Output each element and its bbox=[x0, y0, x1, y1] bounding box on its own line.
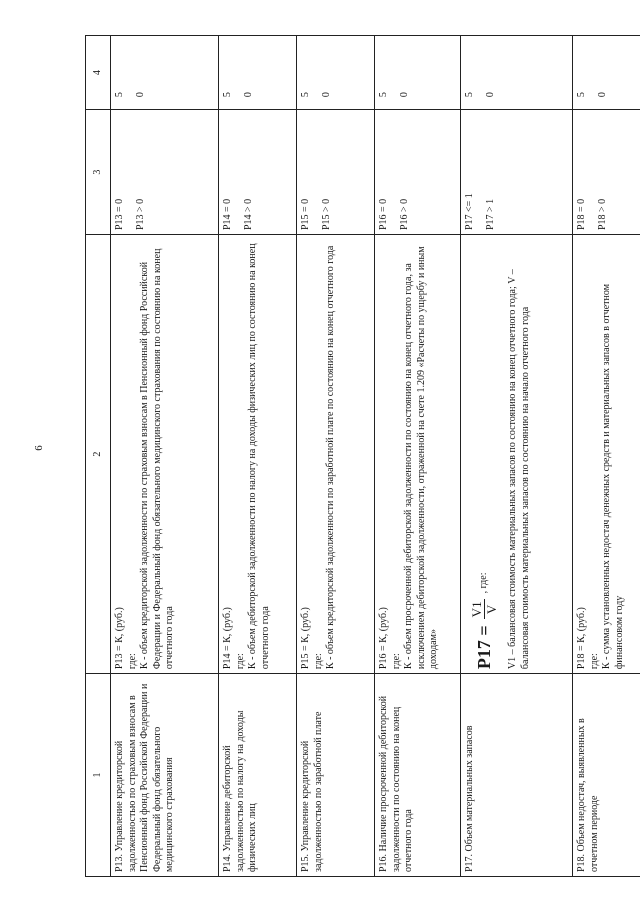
condition-value: Р18 > 0 bbox=[596, 198, 608, 231]
score-cell bbox=[461, 36, 573, 110]
table-row bbox=[111, 36, 219, 877]
score-cell bbox=[573, 36, 640, 110]
header-row bbox=[86, 36, 111, 877]
score-value: 5 bbox=[576, 92, 587, 98]
where-text: где: bbox=[234, 653, 246, 670]
score-cell bbox=[111, 36, 219, 110]
explanation-text: К - сумма установленных недостач денежных средств и материальных запасов в отчетном финансовом году bbox=[601, 283, 625, 670]
table-row bbox=[573, 36, 640, 877]
condition-value: Р18 = 0 bbox=[576, 198, 587, 231]
condition-cell bbox=[573, 110, 640, 235]
score-cell bbox=[219, 36, 297, 110]
indicator-cell: Р14. Управление дебиторской задолженностью по налогу на доходы физических лиц bbox=[219, 674, 297, 877]
score-value: 0 bbox=[596, 92, 608, 98]
explanation-text: К - объем дебиторской задолженности по налогу на доходы физических лиц по состоянию на конец отчетного года bbox=[247, 243, 271, 670]
fraction-numerator: V1 bbox=[469, 601, 484, 618]
indicator-cell: Р18. Объем недостач, выявленных в отчетном периоде bbox=[573, 674, 640, 877]
score-value: 0 bbox=[242, 92, 254, 98]
column-header-4: 4 bbox=[86, 36, 111, 110]
condition-value: Р15 = 0 bbox=[300, 198, 311, 231]
condition-value: Р17 <= 1 bbox=[464, 193, 475, 231]
condition-value: Р17 > 1 bbox=[484, 198, 496, 231]
formula-cell bbox=[111, 235, 219, 674]
fraction-formula bbox=[470, 239, 499, 669]
table-row bbox=[461, 36, 573, 877]
score-value: 5 bbox=[222, 92, 233, 98]
formula-cell bbox=[219, 235, 297, 674]
indicator-cell: Р17. Объем материальных запасов bbox=[461, 674, 573, 877]
explanation-text: V1 – балансовая стоимость материальных запасов по состоянию на конец отчетного года; V – балансовая стоимость материальных запасов по состоянию на начало отчетного года bbox=[507, 269, 531, 670]
score-value: 0 bbox=[134, 92, 146, 98]
condition-value: Р14 = 0 bbox=[222, 198, 233, 231]
formula-text: Р13 = К, (руб.) bbox=[114, 607, 125, 670]
formula-cell bbox=[461, 235, 573, 674]
formula-left: Р17 = bbox=[474, 625, 495, 670]
column-header-1: 1 bbox=[86, 674, 111, 877]
table-row bbox=[297, 36, 375, 877]
condition-value: Р15 > 0 bbox=[320, 198, 332, 231]
score-cell bbox=[297, 36, 375, 110]
formula-cell bbox=[375, 235, 461, 674]
score-value: 5 bbox=[378, 92, 389, 98]
rotated-table-container bbox=[85, 35, 640, 877]
explanation-text: К - объем кредиторской задолженности по страховым взносам в Пенсионный фонд Российской Федерации и Федеральный фонд обязательного медицинского страхования по состоянию на конец отчетного года bbox=[139, 248, 175, 670]
condition-value: Р13 > 0 bbox=[134, 198, 146, 231]
page-number: 6 bbox=[32, 445, 45, 451]
indicators-table bbox=[85, 35, 640, 877]
where-text: где: bbox=[588, 653, 600, 670]
score-value: 0 bbox=[320, 92, 332, 98]
condition-cell bbox=[297, 110, 375, 235]
fraction bbox=[470, 599, 499, 619]
formula-text: Р16 = К, (руб.) bbox=[378, 607, 389, 670]
formula-text: Р14 = К, (руб.) bbox=[222, 607, 233, 670]
score-value: 0 bbox=[398, 92, 410, 98]
score-value: 0 bbox=[484, 92, 496, 98]
indicator-cell: Р16. Наличие просроченной дебиторской задолженности по состоянию на конец отчетного года bbox=[375, 674, 461, 877]
condition-value: Р16 > 0 bbox=[398, 198, 410, 231]
score-value: 5 bbox=[464, 92, 475, 98]
table-row bbox=[375, 36, 461, 877]
table-row bbox=[219, 36, 297, 877]
formula-cell bbox=[573, 235, 640, 674]
explanation-text: К - объем кредиторской задолженности по заработной плате по состоянию на конец отчетного года bbox=[325, 245, 336, 670]
formula-text: Р15 = К, (руб.) bbox=[300, 607, 311, 670]
formula-cell bbox=[297, 235, 375, 674]
where-text: где: bbox=[126, 653, 138, 670]
condition-value: Р16 = 0 bbox=[378, 198, 389, 231]
formula-text: Р18 = К, (руб.) bbox=[576, 607, 587, 670]
condition-cell bbox=[461, 110, 573, 235]
condition-value: Р13 = 0 bbox=[114, 198, 125, 231]
indicator-cell: Р13. Управление кредиторской задолженностью по страховым взносам в Пенсионный фонд Российской Федерации и Федеральный фонд обязательного медицинского страхования bbox=[111, 674, 219, 877]
column-header-3: 3 bbox=[86, 110, 111, 235]
condition-cell bbox=[219, 110, 297, 235]
score-cell bbox=[375, 36, 461, 110]
indicator-cell: Р15. Управление кредиторской задолженностью по заработной плате bbox=[297, 674, 375, 877]
score-value: 5 bbox=[300, 92, 311, 98]
condition-cell bbox=[111, 110, 219, 235]
explanation-text: К - объем просроченной дебиторской задолженности по состоянию на конец отчетного года, за исключением дебиторской задолженности, отраженной на счете 1.209 «Расчеты по ущербу и иным доходам» bbox=[403, 246, 439, 670]
where-text: , где: bbox=[478, 572, 490, 594]
column-header-2: 2 bbox=[86, 235, 111, 674]
fraction-denominator: V bbox=[484, 604, 499, 615]
score-value: 5 bbox=[114, 92, 125, 98]
condition-cell bbox=[375, 110, 461, 235]
condition-value: Р14 > 0 bbox=[242, 198, 254, 231]
where-text: где: bbox=[390, 653, 402, 670]
where-text: где: bbox=[312, 653, 324, 670]
